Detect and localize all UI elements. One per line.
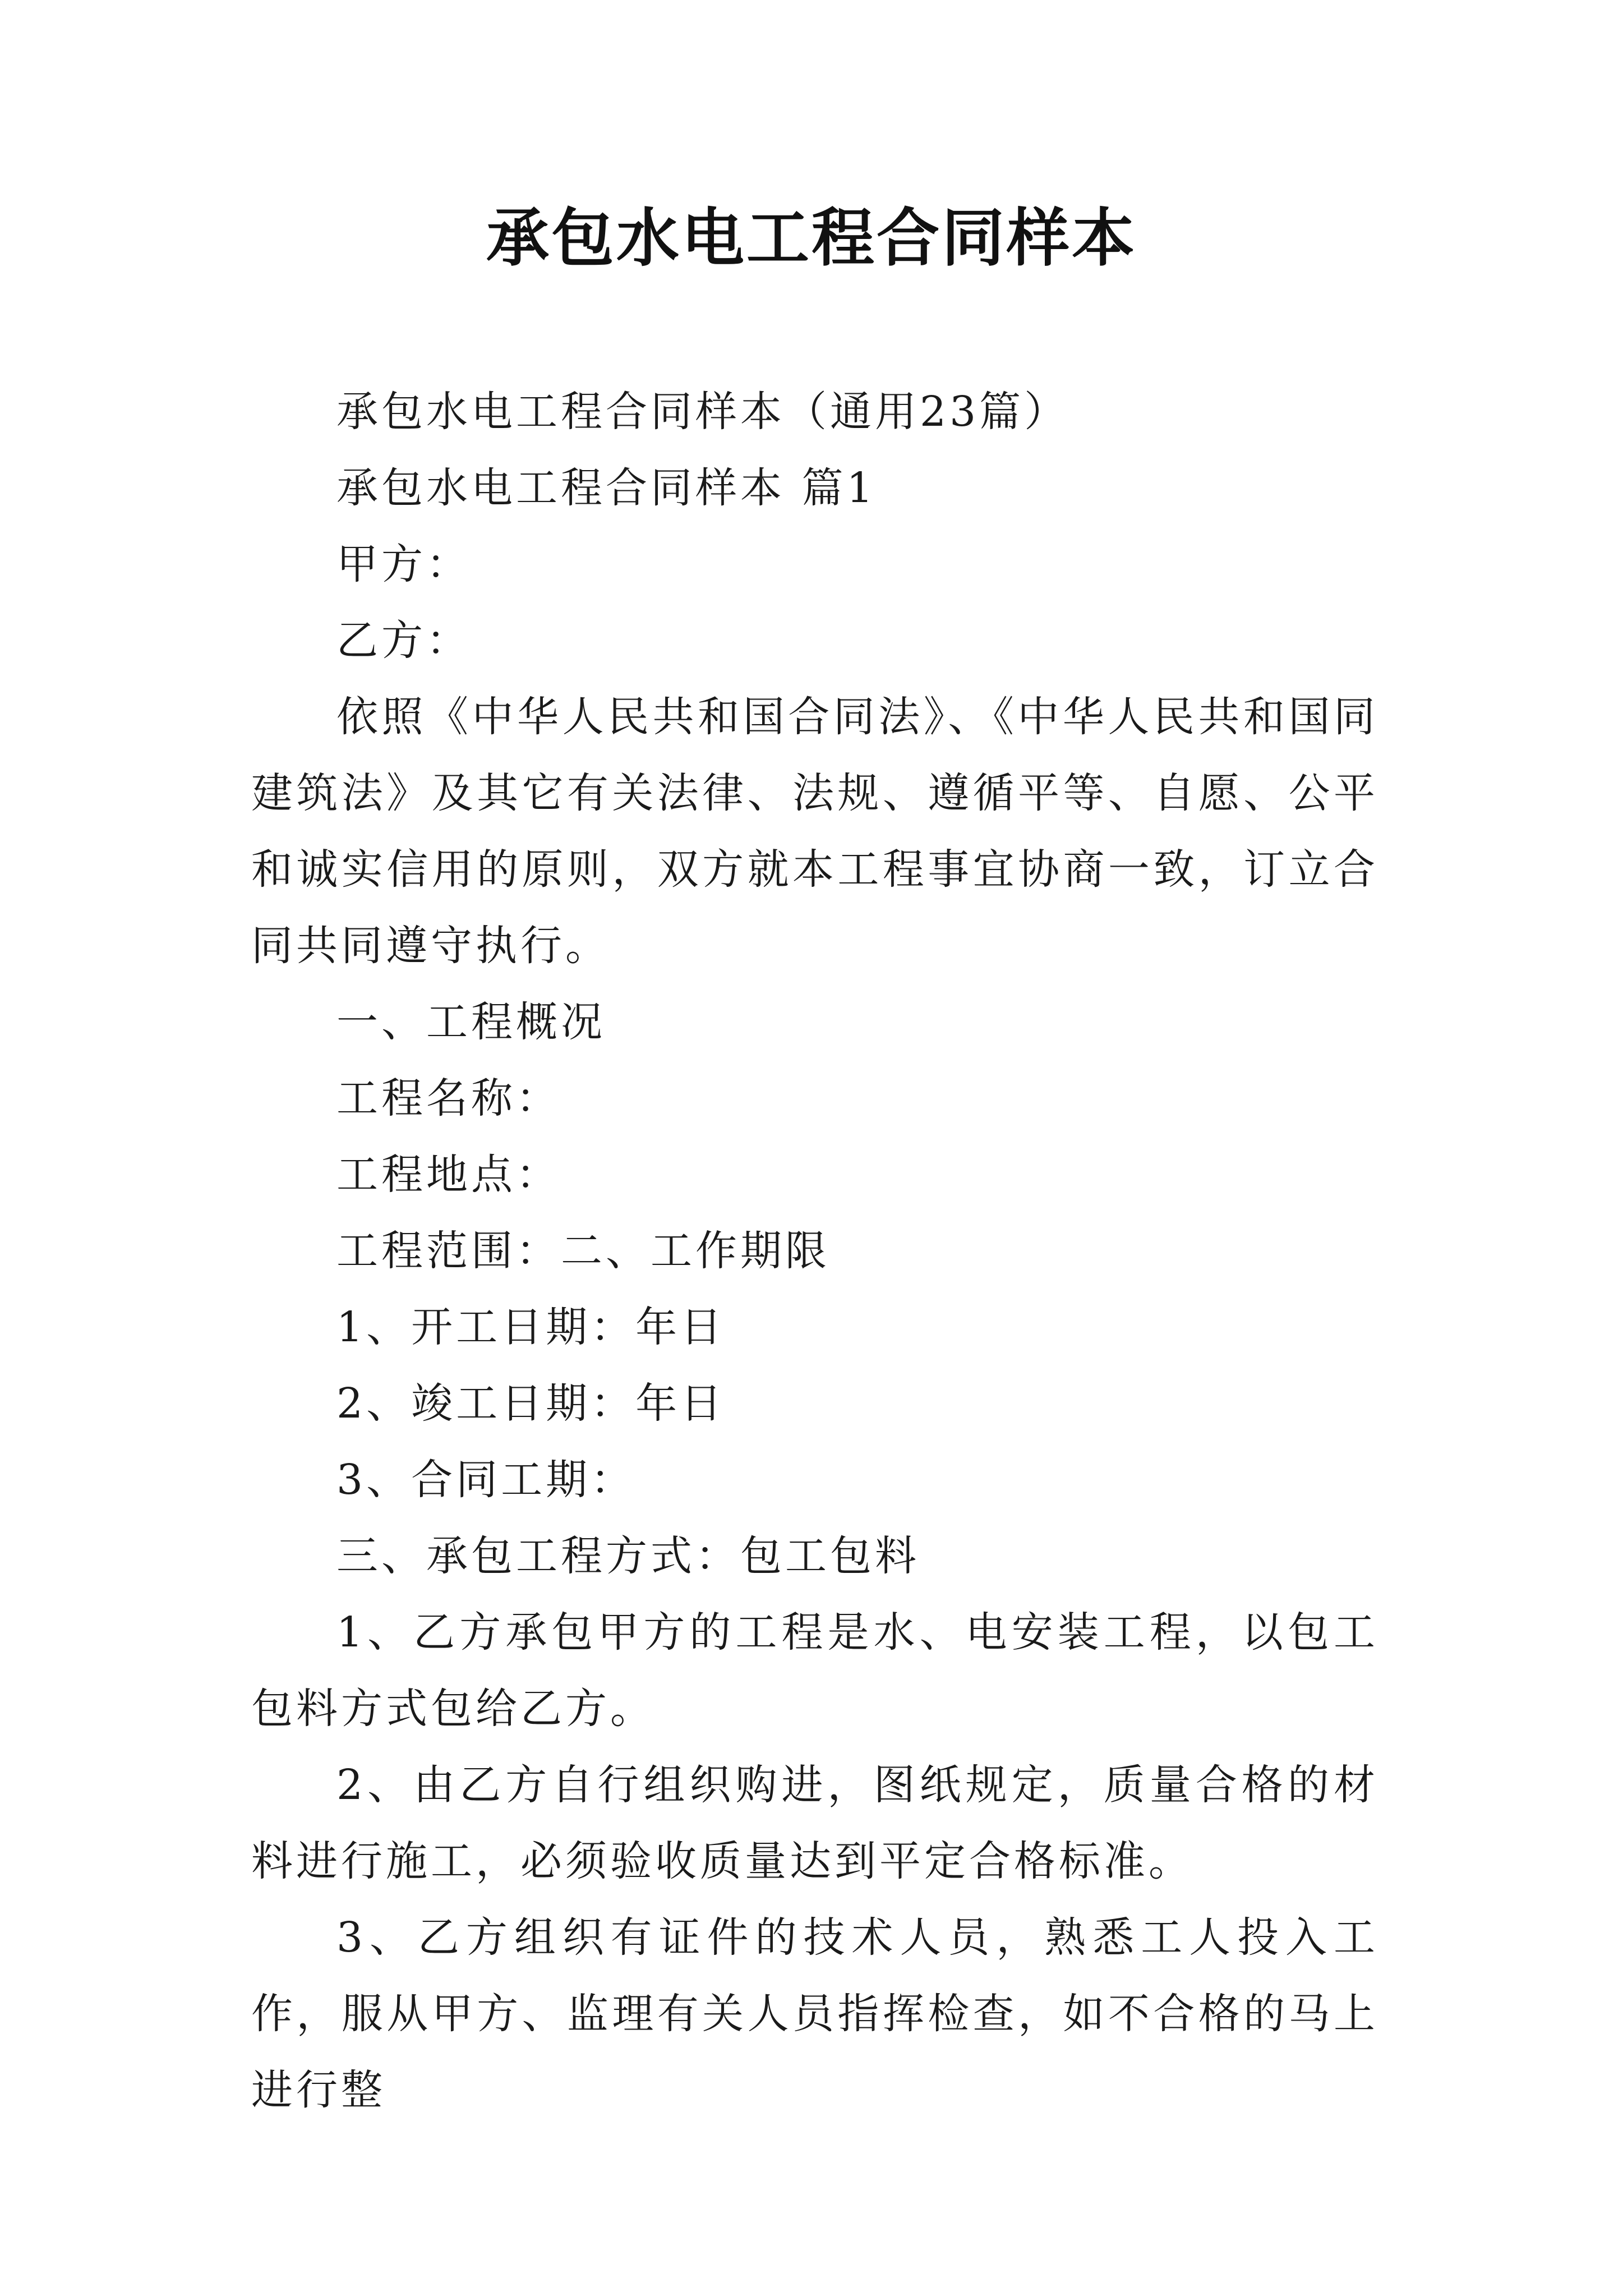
paragraph-party-a: 甲方： (336, 540, 471, 588)
paragraph-start-date: 1、开工日期：年日 (336, 1303, 726, 1351)
paragraph-clause-2: 2、由乙方自行组织购进，图纸规定，质量合格的材料进行施工，必须验收质量达到平定合格标准。 (251, 1761, 1378, 1885)
paragraph-contract-period: 3、合同工期： (336, 1456, 636, 1504)
paragraph-project-name: 工程名称： (336, 1074, 561, 1122)
paragraph-contract-method: 三、承包工程方式：包工包料 (336, 1532, 920, 1580)
paragraph-completion-date: 2、竣工日期：年日 (336, 1379, 726, 1428)
paragraph-overview-heading: 一、工程概况 (336, 998, 606, 1046)
paragraph-clause-1: 1、乙方承包甲方的工程是水、电安装工程，以包工包料方式包给乙方。 (251, 1608, 1378, 1733)
paragraph-project-scope: 工程范围：二、工作期限 (336, 1227, 830, 1275)
document-body (251, 374, 1378, 2128)
paragraph-clause-3: 3、乙方组织有证件的技术人员，熟悉工人投入工作，服从甲方、监理有关人员指挥检查，如不合格的马上进行整 (251, 1913, 1378, 2114)
paragraph-section-heading: 承包水电工程合同样本 篇1 (336, 464, 877, 512)
paragraph-subtitle: 承包水电工程合同样本（通用23篇） (336, 388, 1069, 436)
document-title: 承包水电工程合同样本 (486, 202, 1137, 275)
paragraph-preamble: 依照《中华人民共和国合同法》、《中华人民共和国同建筑法》及其它有关法律、法规、遵循平等、自愿、公平和诚实信用的原则，双方就本工程事宜协商一致，订立合同共同遵守执行。 (251, 693, 1378, 970)
paragraph-project-location: 工程地点： (336, 1151, 561, 1199)
paragraph-party-b: 乙方： (336, 616, 471, 665)
